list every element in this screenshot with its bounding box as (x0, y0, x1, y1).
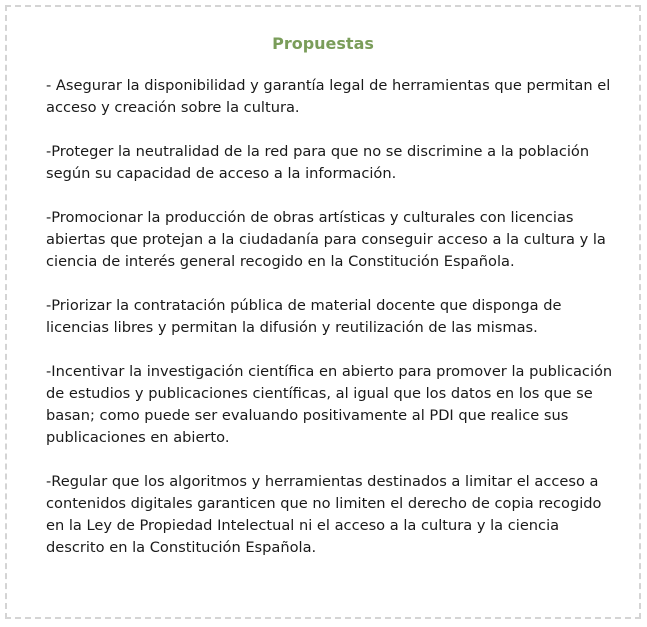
proposal-item: -Proteger la neutralidad de la red para que no se discrimine a la población según su capacidad de acceso a la información. (46, 143, 590, 182)
proposal-item: -Promocionar la producción de obras artísticas y culturales con licencias abiertas que protejan a la ciudadanía para conseguir acceso a la cultura y la ciencia de interés general recogido en la Constitución Española. (46, 209, 606, 270)
section-title: Propuestas (272, 34, 374, 53)
proposal-item: -Incentivar la investigación científica en abierto para promover la publicación de estudios y publicaciones científicas, al igual que los datos en los que se basan; como puede ser evaluando positivamente al PDI que realice sus publicaciones en abierto. (46, 363, 613, 446)
proposal-list (46, 75, 616, 559)
proposal-item: -Priorizar la contratación pública de material docente que disponga de licencias libres y permitan la difusión y reutilización de las mismas. (46, 297, 562, 336)
proposals-card (5, 5, 641, 619)
proposal-item: -Regular que los algoritmos y herramientas destinados a limitar el acceso a contenidos digitales garanticen que no limiten el derecho de copia recogido en la Ley de Propiedad Intelectual ni el acceso a la cultura y la ciencia descrito en la Constitución Española. (46, 473, 602, 556)
proposal-item: - Asegurar la disponibilidad y garantía legal de herramientas que permitan el acceso y creación sobre la cultura. (46, 77, 611, 116)
